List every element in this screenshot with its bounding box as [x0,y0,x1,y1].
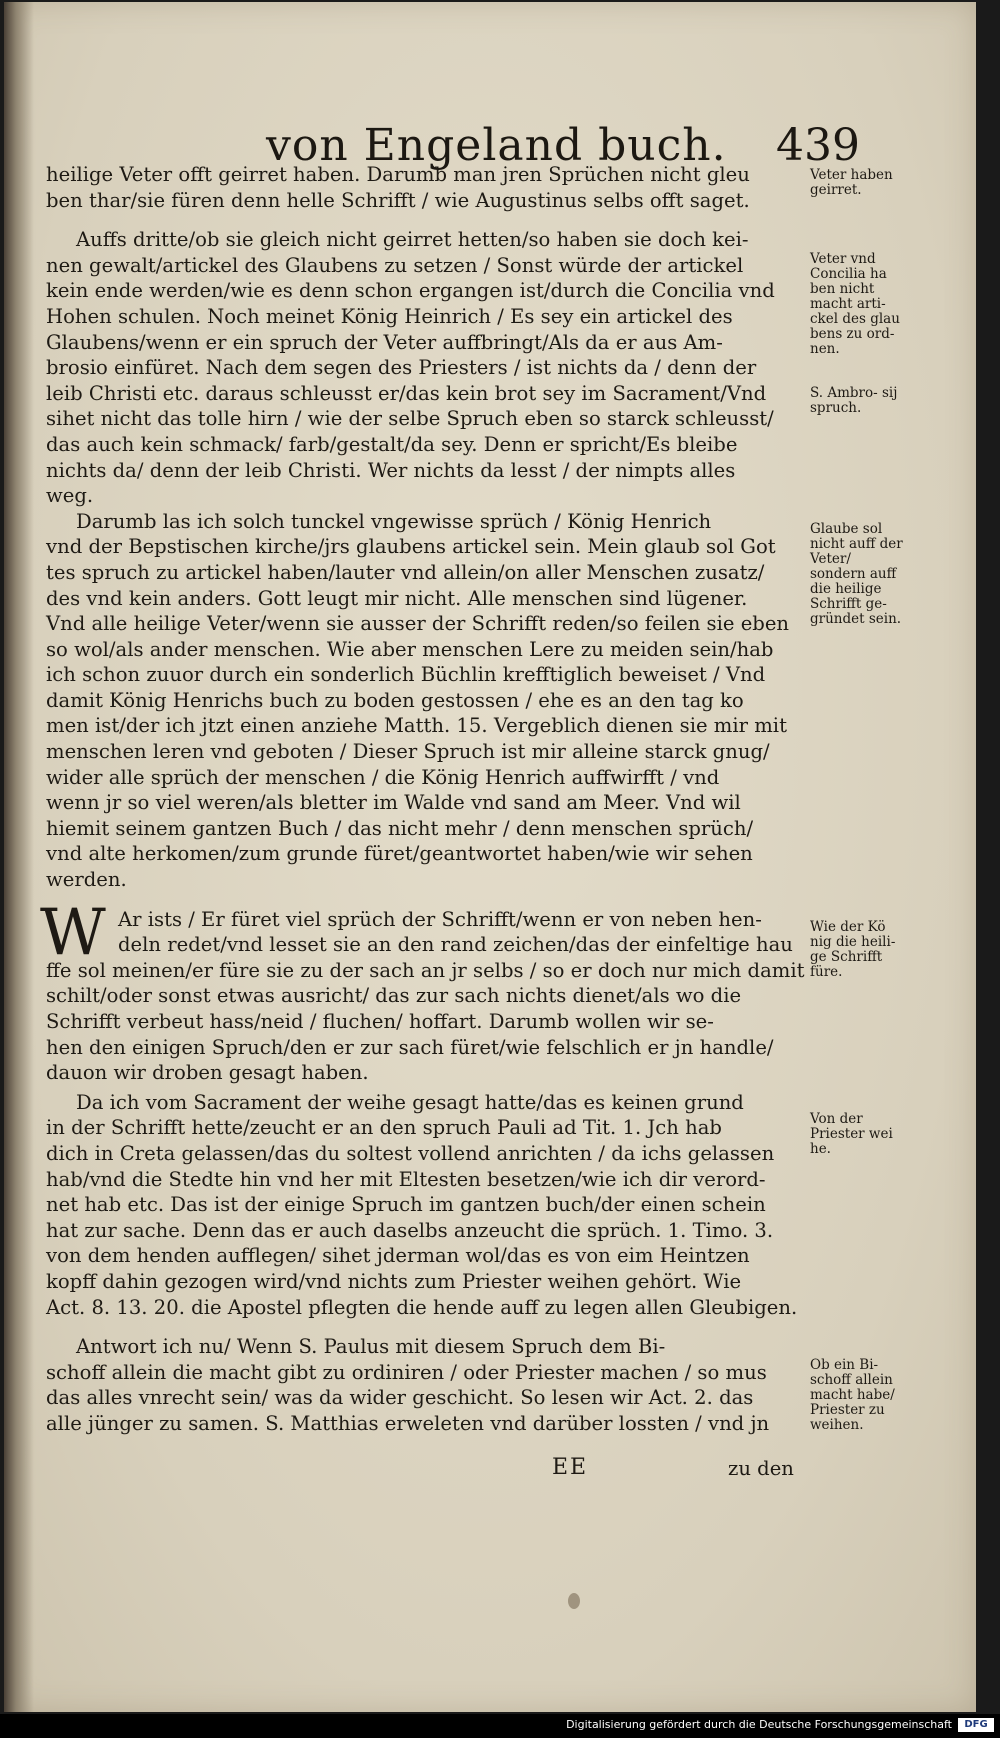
text-line: hiemit seinem gantzen Buch / das nicht mehr / denn menschen sprüch/ [46,816,754,840]
text-line: Schrifft verbeut hass/neid / fluchen/ hoffart. Darumb wollen wir se‑ [46,1010,714,1033]
margin-note: Ob ein Bi‑ schoff allein macht habe/ Priester zu weihen. [810,1357,895,1433]
text-line: brosio einfüret. Nach dem segen des Priesters / ist nichts da / denn der [46,356,757,380]
footer-credit: Digitalisierung gefördert durch die Deutsche Forschungsgemeinschaft [566,1718,952,1731]
text-line: des vnd kein anders. Gott leugt mir nicht. Alle menschen sind lügener. [46,586,748,610]
text-line: vnd der Bepstischen kirche/jrs glaubens artickel sein. Mein glaub sol Got [46,535,776,559]
text-line: nichts da/ denn der leib Christi. Wer nichts da lesst / der nimpts alles [46,458,736,482]
text-line: Hohen schulen. Noch meinet König Heinrich / Es sey ein artickel des [46,304,733,328]
text-line: schilt/oder sonst etwas ausricht/ das zur sach nichts dienet/als wo die [46,984,742,1008]
text-line: sihet nicht das tolle hirn / wie der selbe Spruch eben so starck schleusst/ [46,407,774,431]
text-line: weg. [46,484,94,508]
dfg-logo: DFG [958,1718,994,1732]
text-line: net hab etc. Das ist der einige Spruch im gantzen buch/der einen schein [46,1193,766,1217]
catchword: zu den [728,1457,794,1480]
text-line: heilige Veter offt geirret haben. Darumb man jren Sprüchen nicht gleu [46,163,750,186]
text-line: Act. 8. 13. 20. die Apostel pflegten die hende auff zu legen allen Gleubigen. [46,1295,798,1319]
body-text [40,162,806,1437]
page-number: 439 [776,120,860,171]
text-line: Darumb las ich solch tunckel vngewisse sprüch / König Henrich [76,509,712,533]
dropcap: W [40,895,106,970]
margin-note: Glaube sol nicht auff der Veter/ sondern auff die heilige Schrifft ge‑ gründet sein. [810,521,903,627]
book-page [4,2,976,1712]
text-line: wenn jr so viel weren/als bletter im Walde vnd sand am Meer. Vnd wil [46,791,741,815]
text-line: so wol/als ander menschen. Wie aber menschen Lere zu meiden sein/hab [46,637,774,661]
text-line: das alles vnrecht sein/ was da wider geschicht. So lesen wir Act. 2. das [46,1386,754,1410]
text-line: werden. [46,868,127,892]
text-line: ich schon zuuor durch ein sonderlich Büchlin krefftiglich beweiset / Vnd [46,663,766,687]
text-line: leib Christi etc. daraus schleusst er/das kein brot sey im Sacrament/Vnd [46,381,767,405]
text-line: deln redet/vnd lesset sie an den rand zeichen/das der einfeltige hau [118,933,793,957]
text-line: Vnd alle heilige Veter/wenn sie ausser der Schrifft reden/so feilen sie eben [46,612,790,636]
margin-note: Veter vnd Concilia ha ben nicht macht arti‑ ckel des glau bens zu ord‑ nen. [810,251,900,357]
text-line: dich in Creta gelassen/das du soltest vollend anrichten / da ichs gelassen [46,1141,775,1165]
book-gutter [4,2,34,1712]
margin-note: S. Ambro‑ sij spruch. [810,385,898,416]
footer-bar [0,1714,1000,1738]
text-line: tes spruch zu artickel haben/lauter vnd allein/on aller Menschen zusatz/ [46,560,765,584]
text-line: hab/vnd die Stedte hin vnd her mit Eltesten besetzen/wie ich dir verord‑ [46,1167,766,1191]
text-line: nen gewalt/artickel des Glaubens zu setzen / Sonst würde der artickel [46,253,744,277]
signature-mark: EE [552,1455,589,1480]
text-line: Ar ists / Er füret viel sprüch der Schrifft/wenn er von neben hen‑ [118,907,762,931]
text-line: hat zur sache. Denn das er auch daselbs anzeucht die sprüch. 1. Timo. 3. [46,1218,774,1242]
text-line: ffe sol meinen/er füre sie zu der sach an jr selbs / so er doch nur mich damit [46,958,805,982]
text-line: das auch kein schmack/ farb/gestalt/da sey. Denn er spricht/Es bleibe [46,432,738,456]
ink-stain [568,1593,580,1609]
margin-note: Von der Priester wei he. [810,1111,893,1157]
text-line: Da ich vom Sacrament der weihe gesagt hatte/das es keinen grund [76,1090,744,1114]
text-line: vnd alte herkomen/zum grunde füret/geantwortet haben/wie wir sehen [46,842,753,866]
text-line: menschen leren vnd geboten / Dieser Spruch ist mir alleine starck gnug/ [46,740,770,764]
text-line: in der Schrifft hette/zeucht er an den spruch Pauli ad Tit. 1. Jch hab [46,1116,722,1140]
text-line: kopff dahin gezogen wird/vnd nichts zum Priester weihen gehört. Wie [46,1269,742,1293]
text-line: schoff allein die macht gibt zu ordiniren / oder Priester machen / so mus [46,1360,767,1384]
text-line: Antwort ich nu/ Wenn S. Paulus mit diesem Spruch dem Bi‑ [76,1335,666,1359]
text-line: wider alle sprüch der menschen / die König Henrich auffwirfft / vnd [46,765,720,789]
text-line: kein ende werden/wie es denn schon ergangen ist/durch die Concilia vnd [46,279,775,303]
text-line: Auffs dritte/ob sie gleich nicht geirret hetten/so haben sie doch kei‑ [76,228,749,252]
text-line: alle jünger zu samen. S. Matthias erweleten vnd darüber lossten / vnd jn [46,1411,770,1435]
margin-note: Veter haben geirret. [810,167,893,198]
text-line: damit König Henrichs buch zu boden gestossen / ehe es an den tag ko [46,688,744,712]
text-line: ben thar/sie füren denn helle Schrifft / wie Augustinus selbs offt saget. [46,188,750,212]
text-line: hen den einigen Spruch/den er zur sach füret/wie felschlich er jn handle/ [46,1035,774,1059]
margin-note: Wie der Kö nig die heili‑ ge Schrifft füre. [810,919,896,980]
text-line: von dem henden aufflegen/ sihet jderman wol/das es von eim Heintzen [46,1244,750,1268]
text-line: men ist/der ich jtzt einen anziehe Matth. 15. Vergeblich dienen sie mir mit [46,714,787,738]
running-head-title: von Engeland buch. [266,120,727,171]
text-line: dauon wir droben gesagt haben. [46,1061,369,1085]
text-line: Glaubens/wenn er ein spruch der Veter auffbringt/Als da er aus Am‑ [46,330,723,354]
